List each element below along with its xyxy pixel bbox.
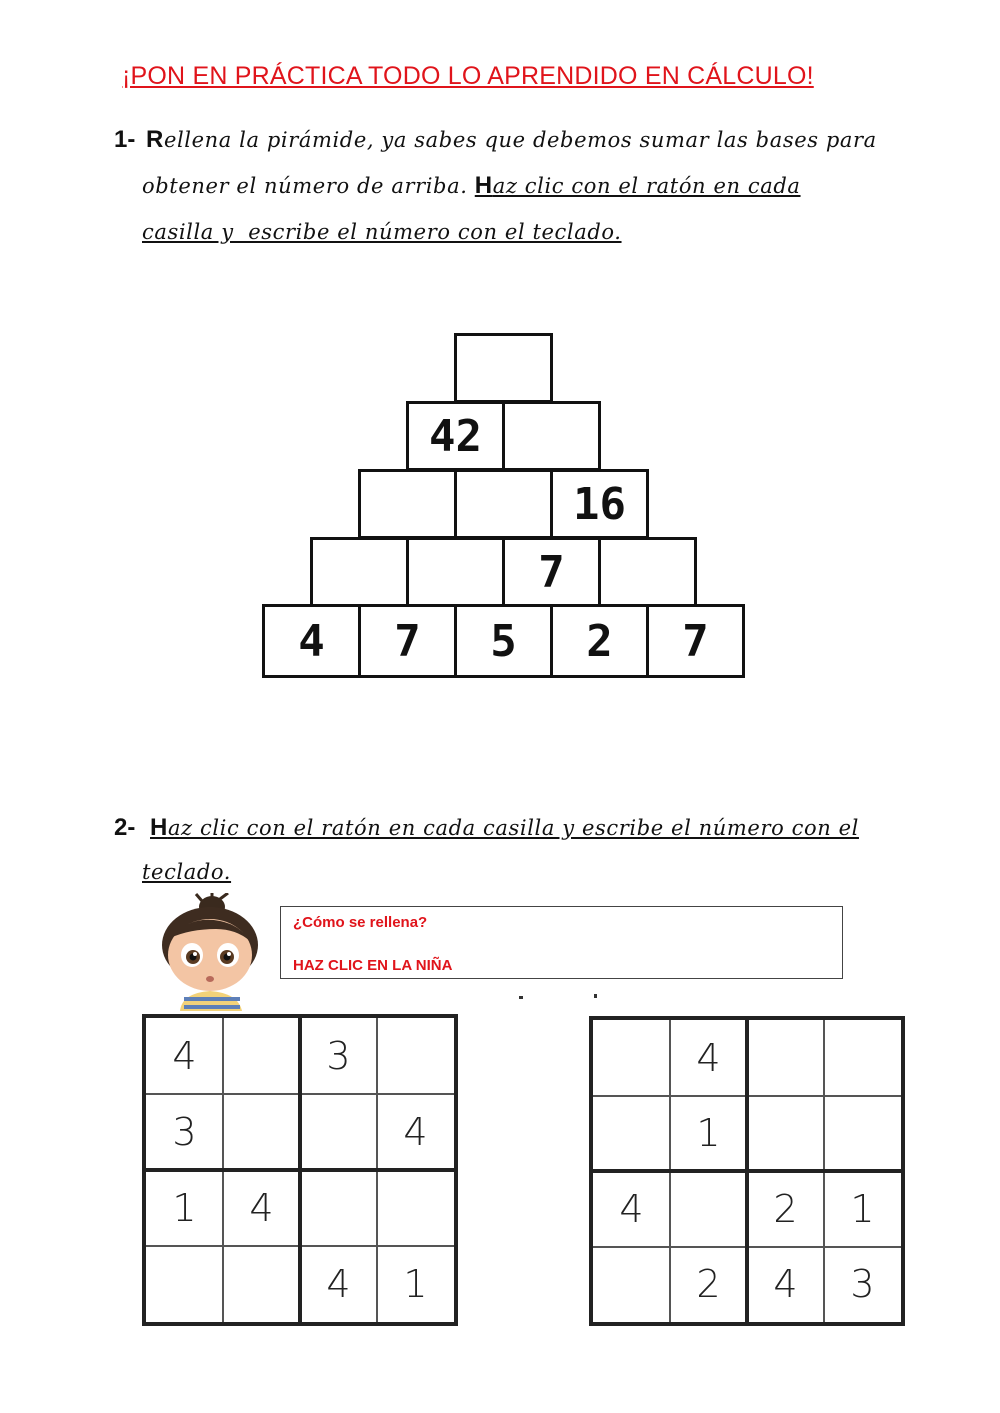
sudoku-grid-right: [589, 1016, 905, 1326]
pyramid-cell: 2: [550, 604, 649, 678]
sudoku-input-cell[interactable]: [377, 1170, 454, 1246]
girl-avatar[interactable]: [150, 893, 275, 1011]
sudoku-input-cell[interactable]: [824, 1096, 901, 1172]
sudoku-input-cell[interactable]: [223, 1246, 300, 1322]
sudoku-cell: 3: [172, 1110, 197, 1154]
pyramid-input-cell[interactable]: [598, 537, 697, 607]
sudoku-cell: 4: [172, 1034, 197, 1078]
sudoku-input-cell[interactable]: [593, 1247, 670, 1323]
sudoku-input-cell[interactable]: [377, 1018, 454, 1094]
question-1-text-2-underlined: az clic con el ratón en cada: [492, 174, 801, 198]
question-2-line-1: [150, 814, 859, 842]
sudoku-grid-left: [142, 1014, 458, 1326]
sudoku-cell: 2: [696, 1262, 721, 1307]
sudoku-cell: 4: [249, 1186, 274, 1230]
number-pyramid: [0, 0, 1000, 700]
sudoku-cell: 1: [172, 1186, 197, 1230]
question-2-line-2: teclado.: [142, 860, 232, 884]
pyramid-cell: 16: [550, 469, 649, 539]
sudoku-input-cell[interactable]: [593, 1020, 670, 1096]
sudoku-input-cell[interactable]: [670, 1171, 747, 1247]
sudoku-input-cell[interactable]: [223, 1018, 300, 1094]
question-1-line-3: casilla y escribe el número con el teclado.: [142, 220, 622, 244]
sudoku-cell: 2: [773, 1186, 798, 1231]
pyramid-cell: 7: [358, 604, 457, 678]
sudoku-cell: 4: [403, 1110, 428, 1154]
sudoku-cell: 4: [696, 1035, 721, 1080]
sudoku-input-cell[interactable]: [223, 1094, 300, 1170]
stray-mark: [594, 994, 597, 998]
sudoku-input-cell[interactable]: [300, 1094, 377, 1170]
sudoku-input-cell[interactable]: [300, 1170, 377, 1246]
pyramid-cell: 4: [262, 604, 361, 678]
question-1-text-1: ellena la pirámide, ya sabes que debemos sumar las bases para: [163, 128, 877, 152]
pyramid-input-cell[interactable]: [358, 469, 457, 539]
page-title: ¡PON EN PRÁCTICA TODO LO APRENDIDO EN CÁLCULO!: [122, 62, 814, 90]
sudoku-cell: 4: [326, 1262, 351, 1306]
pyramid-cell: 7: [646, 604, 745, 678]
sudoku-input-cell[interactable]: [747, 1020, 824, 1096]
question-2-initial: H: [150, 814, 168, 841]
pyramid-input-cell[interactable]: [406, 537, 505, 607]
sudoku-cell: 4: [619, 1186, 644, 1231]
sudoku-cell: 4: [773, 1262, 798, 1307]
question-1-number: 1-: [114, 126, 136, 153]
sudoku-cell: 1: [850, 1186, 875, 1231]
sudoku-cell: 1: [403, 1262, 428, 1306]
question-1-text-2: obtener el número de arriba.: [142, 174, 468, 198]
instructions-action: HAZ CLIC EN LA NIÑA: [293, 957, 453, 974]
pyramid-cell: 5: [454, 604, 553, 678]
pyramid-input-cell[interactable]: [454, 333, 553, 403]
sudoku-cell: 1: [696, 1111, 721, 1156]
sudoku-input-cell[interactable]: [146, 1246, 223, 1322]
stray-mark: [519, 996, 523, 999]
pyramid-cell: 7: [502, 537, 601, 607]
pyramid-input-cell[interactable]: [310, 537, 409, 607]
question-1-initial: R: [146, 126, 164, 153]
sudoku-input-cell[interactable]: [824, 1020, 901, 1096]
question-1-initial-2: H: [474, 172, 493, 199]
sudoku-input-cell[interactable]: [747, 1096, 824, 1172]
pyramid-cell: 42: [406, 401, 505, 471]
sudoku-cell: 3: [850, 1262, 875, 1307]
question-2-number: 2-: [114, 814, 136, 841]
pyramid-input-cell[interactable]: [502, 401, 601, 471]
question-2-text-1: az clic con el ratón en cada casilla y escribe el número con el: [167, 816, 859, 840]
girl-icon: [150, 893, 275, 1011]
sudoku-cell: 3: [326, 1034, 351, 1078]
instructions-question: ¿Cómo se rellena?: [293, 914, 428, 931]
sudoku-input-cell[interactable]: [593, 1096, 670, 1172]
pyramid-input-cell[interactable]: [454, 469, 553, 539]
